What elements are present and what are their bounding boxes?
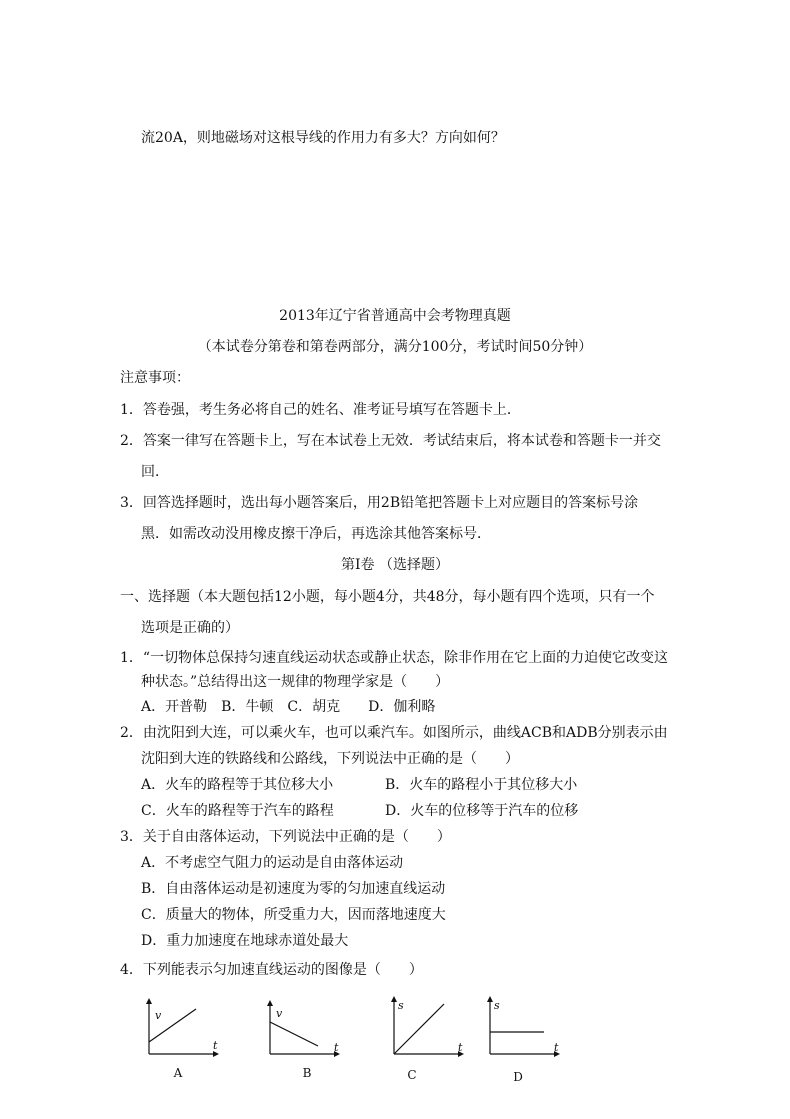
question-fragment: 流20A，则地磁场对这根导线的作用力有多大？方向如何？	[141, 130, 505, 146]
q2-option-a: A．火车的路程等于其位移大小	[141, 777, 334, 793]
part-1-intro-line-1: 一、选择题（本大题包括12小题，每小题4分，共48分，每小题有四个选项，只有一个	[120, 589, 655, 605]
section-title: 第Ⅰ卷 （选择题）	[341, 557, 449, 573]
graph-d-caption: D	[513, 1070, 523, 1084]
graph-b-y-label: v	[276, 1007, 283, 1020]
graph-d-x-label: t	[554, 1041, 559, 1054]
q4-stem: 4．下列能表示匀加速直线运动的图像是（ ）	[120, 962, 423, 978]
q2-option-b: B．火车的路程小于其位移大小	[385, 777, 578, 793]
q2-stem-line-1: 2．由沈阳到大连，可以乘火车，也可以乘汽车。如图所示，曲线ACB和ADB分别表示由	[120, 725, 668, 741]
notice-item-2-line-1: 2．答案一律写在答题卡上，写在本试卷上无效．考试结束后，将本试卷和答题卡一并交	[120, 433, 661, 449]
graph-b	[262, 1000, 342, 1065]
graph-a-caption: A	[173, 1066, 183, 1080]
graph-a-y-label: v	[155, 1009, 162, 1022]
notice-item-2-line-2: 回．	[141, 464, 169, 480]
q3-option-b: B．自由落体运动是初速度为零的匀加速直线运动	[141, 881, 446, 897]
q1-stem-line-1: 1．“一切物体总保持匀速直线运动状态或静止状态，除非作用在它上面的力迫使它改变这	[120, 650, 669, 666]
part-1-intro-line-2: 选项是正确的）	[141, 620, 239, 636]
graph-b-line	[270, 1022, 318, 1046]
q3-stem: 3．关于自由落体运动，下列说法中正确的是（ ）	[120, 829, 451, 845]
graph-b-caption: B	[302, 1066, 312, 1080]
page-subtitle: （本试卷分第卷和第卷两部分，满分100分，考试时间50分钟）	[197, 339, 593, 355]
q1-stem-line-2: 种状态。”总结得出这一规律的物理学家是（ ）	[141, 674, 450, 690]
q3-option-d: D．重力加速度在地球赤道处最大	[141, 933, 349, 949]
graph-d-y-label: s	[494, 999, 500, 1012]
graph-c-y-label: s	[398, 999, 404, 1012]
graph-c-x-label: t	[458, 1041, 463, 1054]
q3-option-a: A．不考虑空气阻力的运动是自由落体运动	[141, 855, 404, 871]
graph-a	[141, 998, 221, 1063]
graph-b-x-label: t	[334, 1041, 339, 1054]
graph-d	[482, 996, 562, 1061]
q2-option-c: C．火车的路程等于汽车的路程	[141, 803, 334, 819]
graph-c	[386, 996, 466, 1061]
graph-c-caption: C	[407, 1068, 417, 1082]
page-title: 2013年辽宁省普通高中会考物理真题	[279, 308, 511, 324]
notice-item-1: 1．答卷强，考生务必将自己的姓名、准考证号填写在答题卡上．	[120, 402, 521, 418]
q2-option-d: D．火车的位移等于汽车的位移	[385, 803, 579, 819]
notice-heading: 注意事项：	[120, 370, 190, 386]
notice-item-3-line-2: 黑．如需改动没用橡皮擦干净后，再选涂其他答案标号．	[141, 526, 491, 542]
q2-stem-line-2: 沈阳到大连的铁路线和公路线，下列说法中正确的是（ ）	[141, 751, 519, 767]
notice-item-3-line-1: 3．回答选择题时，选出每小题答案后，用2B铅笔把答题卡上对应题目的答案标号涂	[120, 495, 639, 511]
q3-option-c: C．质量大的物体，所受重力大，因而落地速度大	[141, 907, 446, 923]
graph-a-x-label: t	[213, 1039, 218, 1052]
q1-options: A．开普勒 B．牛顿 C．胡克 D．伽利略	[141, 699, 436, 715]
